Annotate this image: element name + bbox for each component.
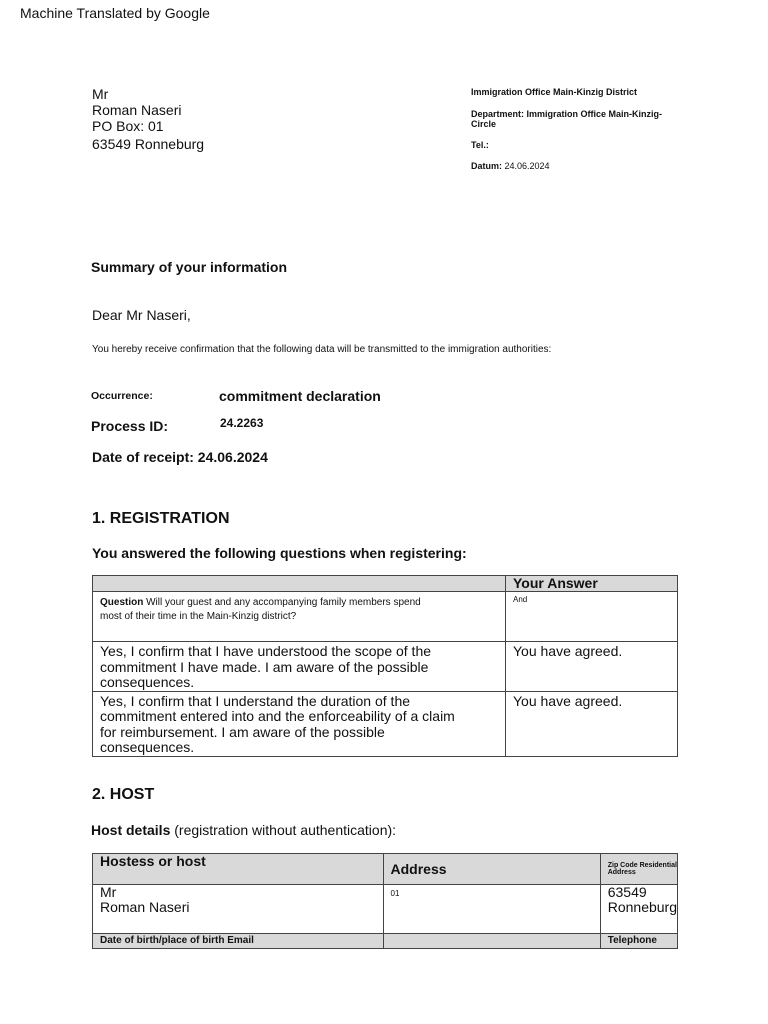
recipient-address: [92, 86, 204, 152]
zip-header-cell: Zip Code Residential Address: [600, 854, 677, 885]
answer-cell: You have agreed.: [506, 691, 678, 756]
host-header-cell: Hostess or host: [93, 854, 384, 885]
address-cell: 01: [383, 885, 600, 934]
office-block: [471, 87, 681, 171]
translation-banner: Machine Translated by Google: [20, 5, 210, 21]
host-name-cell: [93, 885, 384, 934]
registration-table-header: [93, 576, 678, 592]
host-table-footer: [93, 934, 678, 949]
datum-label: Datum:: [471, 161, 502, 171]
table-row: [93, 885, 678, 934]
department-label: Department:: [471, 109, 525, 119]
question-text: Will your guest and any accompanying family members spend most of their time in the Main-Kinzig district?: [100, 597, 421, 622]
question-header-cell: [93, 576, 506, 592]
summary-title: Summary of your information: [91, 259, 288, 275]
zip-cell: 63549 Ronneburg: [600, 885, 677, 934]
host-details-label: Host details: [91, 822, 171, 838]
process-id-value: 24.2263: [220, 416, 264, 430]
empty-footer-cell: [383, 934, 600, 949]
recipient-name: Roman Naseri: [92, 102, 182, 118]
office-name: Immigration Office Main-Kinzig District: [471, 87, 638, 97]
registration-table: [92, 575, 678, 757]
host-details-intro: [91, 822, 396, 838]
dob-email-cell: Date of birth/place of birth Email: [93, 934, 384, 949]
office-department: [471, 109, 681, 129]
host-salutation: Mr: [100, 884, 117, 900]
answer-cell: You have agreed.: [506, 642, 678, 692]
date-of-receipt: Date of receipt: 24.06.2024: [92, 449, 268, 465]
section-registration-heading: 1. REGISTRATION: [92, 510, 230, 527]
host-name: Roman Naseri: [100, 899, 190, 915]
answer-header-cell: Your Answer: [506, 576, 678, 592]
greeting: Dear Mr Naseri,: [92, 307, 191, 323]
recipient-po-box: PO Box: 01: [92, 118, 164, 134]
table-row: [93, 642, 678, 692]
occurrence-value: commitment declaration: [219, 388, 381, 404]
question-label: Question: [100, 597, 144, 608]
host-details-note: (registration without authentication):: [170, 822, 397, 838]
occurrence-label: Occurrence:: [91, 390, 153, 402]
table-row: [93, 691, 678, 756]
question-cell: Yes, I confirm that I have understood the scope of the commitment I have made. I am aware of the possible consequences.: [93, 642, 506, 692]
host-table: [92, 853, 678, 949]
answer-cell: And: [506, 592, 678, 642]
table-row: [93, 592, 678, 642]
section-host-heading: 2. HOST: [92, 786, 155, 803]
office-datum: [471, 161, 681, 171]
telephone-cell: Telephone: [600, 934, 677, 949]
recipient-city: 63549 Ronneburg: [92, 136, 205, 152]
address-header-cell: Address: [383, 854, 600, 885]
registration-intro: You answered the following questions when registering:: [92, 545, 467, 561]
host-table-header: [93, 854, 678, 885]
question-cell: Yes, I confirm that I understand the duration of the commitment entered into and the enforceability of a claim for reimbursement. I am aware of the possible consequences.: [93, 691, 506, 756]
process-id-label: Process ID:: [91, 418, 169, 434]
recipient-salutation: Mr: [92, 86, 109, 102]
office-tel: Tel.:: [471, 140, 489, 150]
confirmation-text: You hereby receive confirmation that the following data will be transmitted to the immigration authorities:: [92, 344, 552, 355]
datum-value: 24.06.2024: [504, 161, 550, 171]
question-cell: [93, 592, 506, 642]
department-value: Immigration Office Main-Kinzig-Circle: [471, 109, 663, 129]
